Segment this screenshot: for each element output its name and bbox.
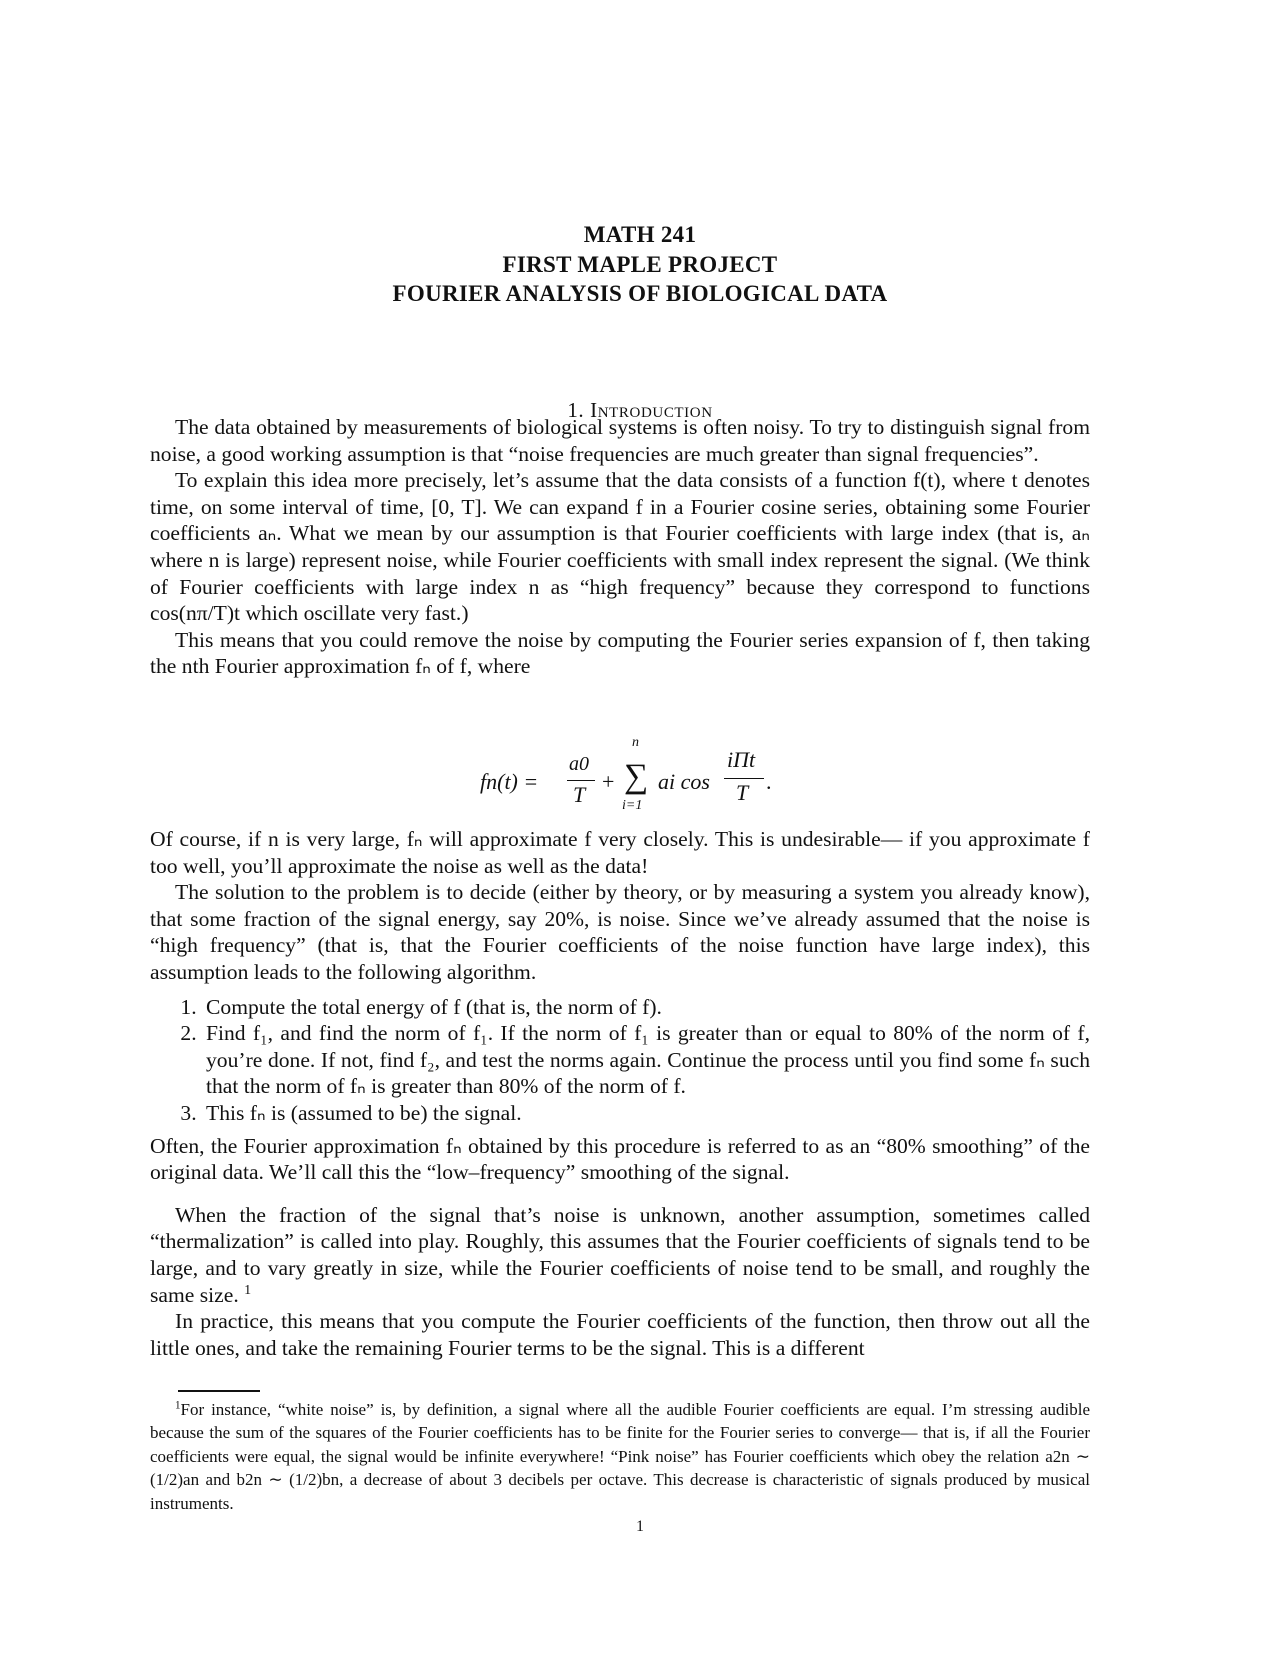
- equation-sum-lower: i=1: [622, 798, 643, 813]
- paragraph-8: In practice, this means that you compute the Fourier coefficients of the function, then throw out all the little ones, and take the remaining Fourier terms to be the signal. This is a different: [150, 1309, 1090, 1360]
- document-title: [0, 220, 1280, 309]
- body-text-top: [150, 414, 1090, 680]
- paragraph-5: The solution to the problem is to decide (either by theory, or by measuring a system you already know), that some fraction of the signal energy, say 20%, is noise. Since we’ve already assumed that the noise is “high frequency” (that is, that the Fourier coefficients of the noise function have large index), this assumption leads to the following algorithm.: [150, 880, 1090, 984]
- equation-sum-symbol: ∑: [624, 758, 649, 795]
- algorithm-step-1: 1. Compute the total energy of f (that is, the norm of f).: [202, 994, 1090, 1021]
- footnote: [150, 1398, 1090, 1515]
- equation-sum-upper: n: [632, 735, 639, 750]
- equation-frac1-bar: [567, 780, 595, 781]
- title-course: MATH 241: [583, 222, 697, 247]
- paragraph-1: The data obtained by measurements of biological systems is often noisy. To try to distinguish signal from noise, a good working assumption is that “noise frequencies are much greater than signal frequencies”.: [150, 415, 1090, 466]
- equation-frac2-numerator: iΠt: [727, 747, 756, 772]
- algorithm-step-3: 3. This fₙ is (assumed to be) the signal.: [202, 1100, 1090, 1127]
- title-project: FIRST MAPLE PROJECT: [502, 251, 778, 277]
- body-text-bottom: [150, 826, 1090, 1361]
- paragraph-7: [150, 1202, 1090, 1308]
- equation-frac2-denominator: T: [736, 780, 749, 805]
- paragraph-3: This means that you could remove the noise by computing the Fourier series expansion of f, then taking the nth Fourier approximation fₙ of f, where: [150, 627, 1090, 679]
- equation-period: .: [766, 769, 772, 794]
- equation-frac1-numerator: a0: [569, 753, 589, 775]
- paragraph-7-text: When the fraction of the signal that’s noise is unknown, another assumption, sometimes called “thermalization” is called into play. Roughly, this assumes that the Fourier coefficients of signals tend to be large, and to vary greatly in size, while the Fourier coefficients of noise tend to be small, and roughly the same size.: [150, 1202, 1090, 1307]
- algorithm-step-2: 2. Find f₁, and find the norm of f₁. If the norm of f₁ is greater than or equal to 80% of the norm of f, you’re done. If not, find f₂, and test the norms again. Continue the process until you find some fₙ such that the norm of fₙ is greater than 80% of the norm of f.: [202, 1020, 1090, 1100]
- footnote-reference: 1: [244, 1281, 252, 1298]
- footnote-mark: 1: [175, 1399, 181, 1412]
- algorithm-steps: [150, 994, 1090, 1127]
- paragraph-4: Of course, if n is very large, fₙ will approximate f very closely. This is undesirable— if you approximate f too well, you’ll approximate the noise as well as the data!: [150, 827, 1090, 878]
- equation-frac2-bar: [724, 778, 764, 779]
- paragraph-6: Often, the Fourier approximation fₙ obtained by this procedure is referred to as an “80% smoothing” of the original data. We’ll call this the “low–frequency” smoothing of the signal.: [150, 1133, 1090, 1185]
- equation-term: ai cos: [658, 769, 710, 794]
- title-topic: FOURIER ANALYSIS OF BIOLOGICAL DATA: [392, 281, 888, 306]
- equation-lhs: fn(t) =: [480, 769, 539, 794]
- equation-frac1-denominator: T: [573, 782, 586, 807]
- footnote-text: For instance, “white noise” is, by definition, a signal where all the audible Fourier coefficients are equal. I’m stressing audible because the sum of the squares of the Fourier coefficients has to be finite for the Fourier series to converge— that is, if all the Fourier coefficients were equal, the signal would be infinite everywhere! “Pink noise” has Fourier coefficients which obey the relation a2n ∼ (1/2)an and b2n ∼ (1/2)bn, a decrease of about 3 decibels per octave. This decrease is characteristic of signals produced by musical instruments.: [150, 1400, 1090, 1513]
- section-heading: 1. Introduction: [567, 398, 713, 422]
- footnote-rule: [178, 1390, 260, 1392]
- page-number: 1: [636, 1518, 644, 1535]
- equation-plus: +: [602, 769, 615, 794]
- paragraph-2: To explain this idea more precisely, let’s assume that the data consists of a function f(t), where t denotes time, on some interval of time, [0, T]. We can expand f in a Fourier cosine series, obtaining some Fourier coefficients aₙ. What we mean by our assumption is that Fourier coefficients with large index (that is, aₙ where n is large) represent noise, while Fourier coefficients with small index represent the signal. (We think of Fourier coefficients with large index n as “high frequency” because they correspond to functions cos(nπ/T)t which oscillate very fast.): [150, 468, 1090, 626]
- fourier-approximation-equation: [480, 735, 800, 815]
